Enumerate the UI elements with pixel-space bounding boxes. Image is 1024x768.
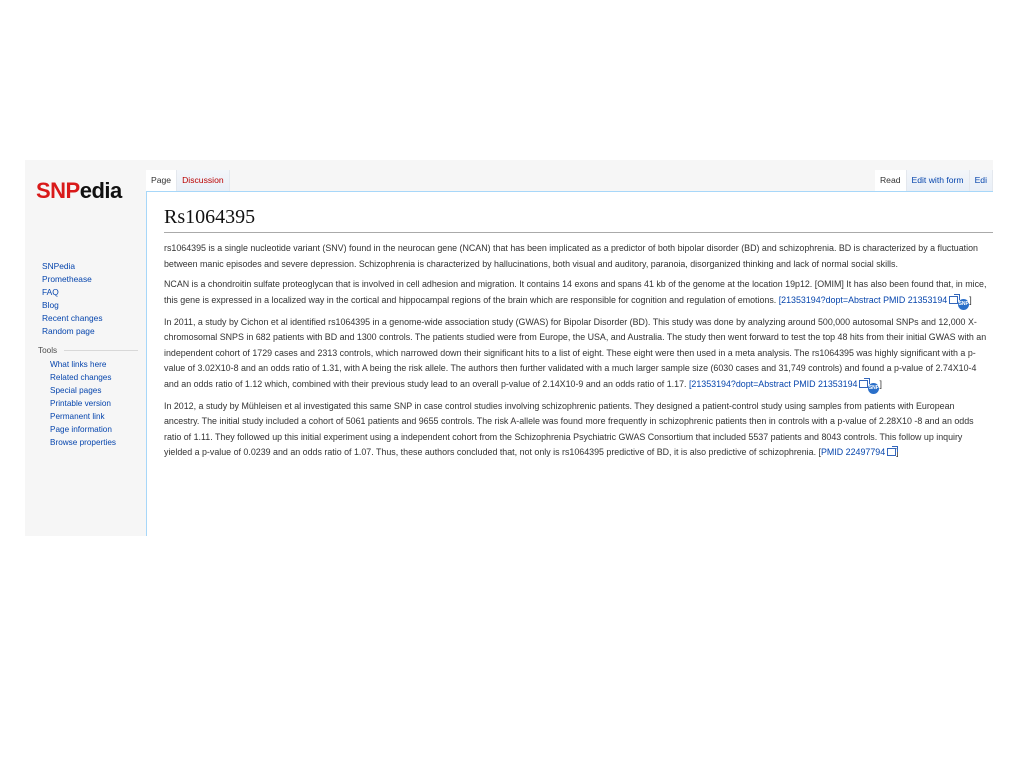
paragraph-ncan: [164, 277, 993, 310]
sidebar-item-blog[interactable]: Blog: [42, 300, 59, 310]
tool-related-changes[interactable]: Related changes: [50, 373, 112, 382]
paragraph-intro: rs1064395 is a single nucleotide variant (SNV) found in the neurocan gene (NCAN) that has been implicated as a predictor of both bipolar disorder (BD) and schizophrenia. BD is characterized by a fluctuation between manic episodes and severe depression. Schizophrenia is characterized by hallucinations, both visual and auditory, paranoia, disorganized thinking and lack of normal social skills.: [164, 243, 978, 269]
external-link-icon: [887, 447, 899, 457]
ref-pmid-22497794-label: PMID 22497794: [821, 447, 886, 457]
close-bracket: ]: [969, 294, 972, 305]
sidebar: [25, 260, 145, 449]
snpedia-logo[interactable]: [36, 180, 122, 202]
wiki-frame: [25, 160, 993, 536]
tool-special-pages[interactable]: Special pages: [50, 386, 102, 395]
close-bracket: ]: [879, 378, 882, 389]
sidebar-item-random-page[interactable]: Random page: [42, 326, 95, 336]
sidebar-item-snpedia[interactable]: SNPedia: [42, 261, 76, 271]
ref-pmid-21353194-a[interactable]: [779, 295, 959, 305]
external-link-icon: [949, 296, 958, 304]
paragraph-ncan-text: NCAN is a chondroitin sulfate proteoglycan that is involved in cell adhesion and migration. It contains 14 exons and spans 41 kb of the genome at the location 19p12. [OMIM] It has also been found that, in mice, this gene is expressed in a localized way in the cortical and hippocampal regions of the brain which are responsible for cognition and regulation of emotions.: [164, 279, 987, 305]
view-tabs: [875, 170, 993, 191]
tab-edit-with-form[interactable]: Edit with form: [907, 170, 970, 191]
paragraph-muhleisen: [164, 399, 993, 461]
sidebar-item-recent-changes[interactable]: Recent changes: [42, 313, 103, 323]
tab-page[interactable]: Page: [146, 170, 177, 191]
snpedia-badge-icon[interactable]: SNP: [868, 383, 879, 394]
tab-read[interactable]: Read: [875, 170, 907, 191]
tool-printable-version[interactable]: Printable version: [50, 399, 111, 408]
ref-pmid-21353194-b-label: [21353194?dopt=Abstract PMID 21353194: [688, 378, 858, 389]
page-title: Rs1064395: [164, 206, 993, 233]
namespace-tabs: [146, 170, 230, 191]
sidebar-item-faq[interactable]: FAQ: [42, 287, 59, 297]
paragraph-cichon-text: In 2011, a study by Cichon et al identified rs1064395 in a genome-wide association study (GWAS) for Bipolar Disorder (BD). This study was done by analyzing around 500,000 autosomal SNPs and 12,000 X-chromosomal SNPS in 682 patients with BD and 1300 controls. The patients studied were from Europe, the USA, and Australia. The study then went forward to test the top 48 hits from their initial GWAS with an independent cohort of 1729 cases and 2313 controls, which narrowed down their significant hits to a list of eight. These eight were then used in a meta analysis. The rs1064395 was highly significant with a p-value of 3.02X10-8 and an odds ratio of 1.31, with A being the risk allele. The authors then further validated with a much larger sample size (6030 cases and 31,749 controls) and found a p-value of 2.74X10-4 and an odds ratio of 1.12 which, combined with their previous study lead to an overall p-value of 2.14X10-9 and an odds ratio of 1.17.: [164, 316, 987, 389]
external-link-icon: [859, 380, 868, 388]
tab-edit[interactable]: Edi: [970, 170, 993, 191]
tools-heading[interactable]: Tools: [38, 346, 145, 355]
ref-pmid-21353194-a-label: [21353194?dopt=Abstract PMID 21353194: [778, 294, 948, 305]
paragraph-muhleisen-text: In 2012, a study by Mühleisen et al investigated this same SNP in case control studies involving schizophrenic patients. They designed a patient-control study using samples from patients with European ancestry. The initial study included a cohort of 5061 patients and 9655 controls. The risk A-allele was found more frequently in schizophrenic patients then in controls with a p-value of 2.28X10 -8 and an odds ratio of 1.11. They followed up this initial experiment using a independent cohort from the Schizophrenia Psychiatric GWAS Consortium that included 5537 patients and 8043 controls. This follow up inquiry yielded a p-value of 0.0239 and an odds ratio of 1.07. Thus, these authors concluded that, not only is rs1064395 predictive of BD, it is also predictive of schizophrenia. [: [164, 400, 974, 457]
close-bracket: ]: [896, 447, 899, 457]
tool-browse-properties[interactable]: Browse properties: [50, 438, 116, 447]
tool-page-information[interactable]: Page information: [50, 425, 112, 434]
logo-part-edia: edia: [79, 178, 122, 203]
tool-permanent-link[interactable]: Permanent link: [50, 412, 105, 421]
ref-pmid-21353194-b[interactable]: [689, 379, 869, 389]
article-content: [146, 191, 993, 536]
snpedia-badge-icon[interactable]: SNP: [958, 299, 969, 310]
ref-pmid-22497794[interactable]: [821, 447, 899, 457]
logo-part-snp: SNP: [36, 178, 80, 203]
paragraph-cichon: [164, 315, 993, 394]
tool-what-links-here[interactable]: What links here: [50, 360, 107, 369]
sidebar-item-promethease[interactable]: Promethease: [42, 274, 92, 284]
tab-discussion[interactable]: Discussion: [177, 170, 230, 191]
